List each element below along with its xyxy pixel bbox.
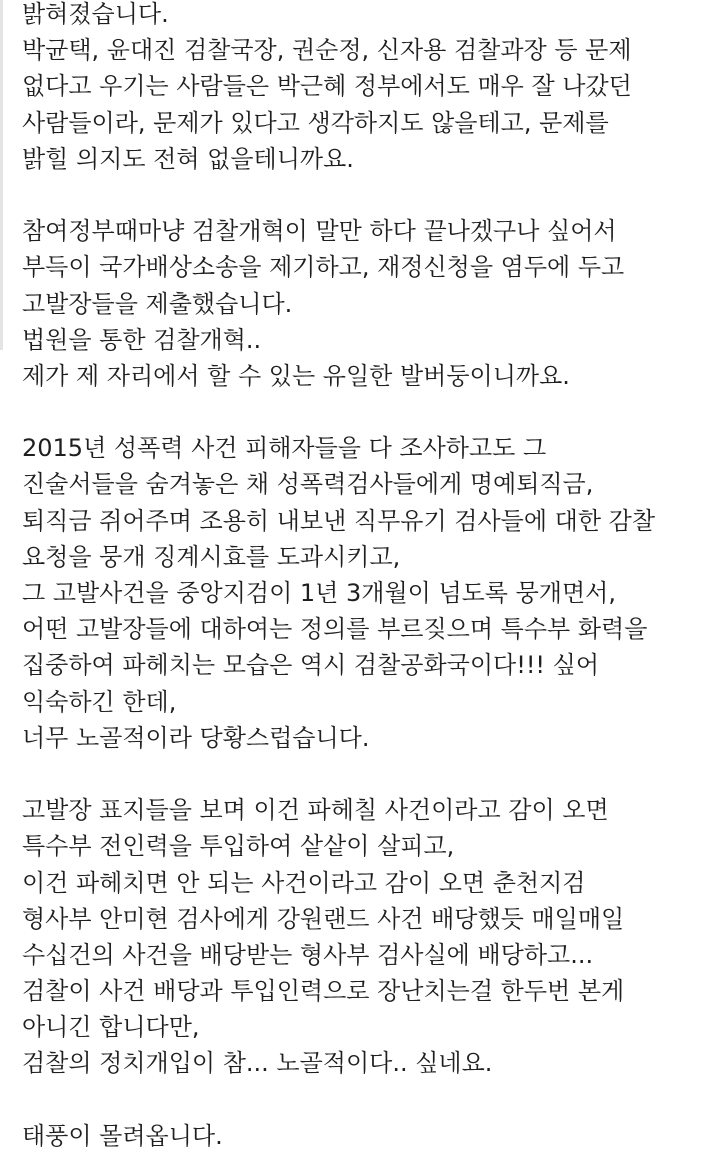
text-line: 특수부 전인력을 투입하여 샅샅이 살피고, [22,832,455,861]
text-line: 익숙하긴 한데, [22,687,177,716]
text-line: 없다고 우기는 사람들은 박근혜 정부에서도 매우 잘 나갔던 [22,72,632,101]
text-line: 태풍이 몰려옵니다. [22,1121,223,1150]
text-line: 사람들이라, 문제가 있다고 생각하지도 않을테고, 문제를 [22,108,609,137]
paragraph-gap [22,1082,702,1118]
text-line: 제가 제 자리에서 할 수 있는 유일한 발버둥이니까요. [22,361,570,390]
text-line: 고발장들을 제출했습니다. [22,289,293,318]
text-line: 너무 노골적이라 당황스럽습니다. [22,723,370,752]
text-line: 밝혀졌습니다. [22,0,169,28]
text-line: 부득이 국가배상소송을 제기하고, 재정신청을 염두에 두고 [22,253,625,282]
paragraph [22,1118,702,1154]
text-line: 검찰의 정치개입이 참... 노골적이다.. 싶네요. [22,1049,493,1078]
left-border-line [0,0,3,350]
text-line: 요청을 뭉개 징계시효를 도과시키고, [22,542,401,571]
post-body [22,0,702,1154]
paragraph [22,0,702,177]
paragraph-gap [22,756,702,792]
text-line: 2015년 성폭력 사건 피해자들을 다 조사하고도 그 [22,434,547,463]
text-line: 진술서들을 숨겨놓은 채 성폭력검사들에게 명예퇴직금, [22,470,594,499]
text-line: 법원을 통한 검찰개혁.. [22,325,262,354]
text-line: 밝힐 의지도 전혀 없을테니까요. [22,144,354,173]
text-line: 이건 파헤치면 안 되는 사건이라고 감이 오면 춘천지검 [22,868,586,897]
text-line: 그 고발사건을 중앙지검이 1년 3개월이 넘도록 뭉개면서, [22,579,616,607]
text-line: 검찰이 사건 배당과 투입인력으로 장난치는걸 한두번 본게 [22,977,625,1006]
text-line: 수십건의 사건을 배당받는 형사부 검사실에 배당하고... [22,940,594,969]
paragraph [22,430,702,756]
text-line: 집중하여 파헤치는 모습은 역시 검찰공화국이다!!! 싶어 [22,651,600,680]
text-line: 참여정부때마냥 검찰개혁이 말만 하다 끝나겠구나 싶어서 [22,217,617,246]
paragraph [22,213,702,394]
paragraph-gap [22,394,702,430]
text-line: 박균택, 윤대진 검찰국장, 권순정, 신자용 검찰과장 등 문제 [22,36,632,65]
text-line: 형사부 안미현 검사에게 강원랜드 사건 배당했듯 매일매일 [22,904,625,933]
text-line: 어떤 고발장들에 대하여는 정의를 부르짖으며 특수부 화력을 [22,615,648,644]
text-line: 고발장 표지들을 보며 이건 파헤칠 사건이라고 감이 오면 [22,796,609,825]
paragraph [22,792,702,1082]
text-line: 퇴직금 쥐어주며 조용히 내보낸 직무유기 검사들에 대한 감찰 [22,506,656,535]
paragraph-gap [22,177,702,213]
text-line: 아니긴 합니다만, [22,1013,200,1042]
